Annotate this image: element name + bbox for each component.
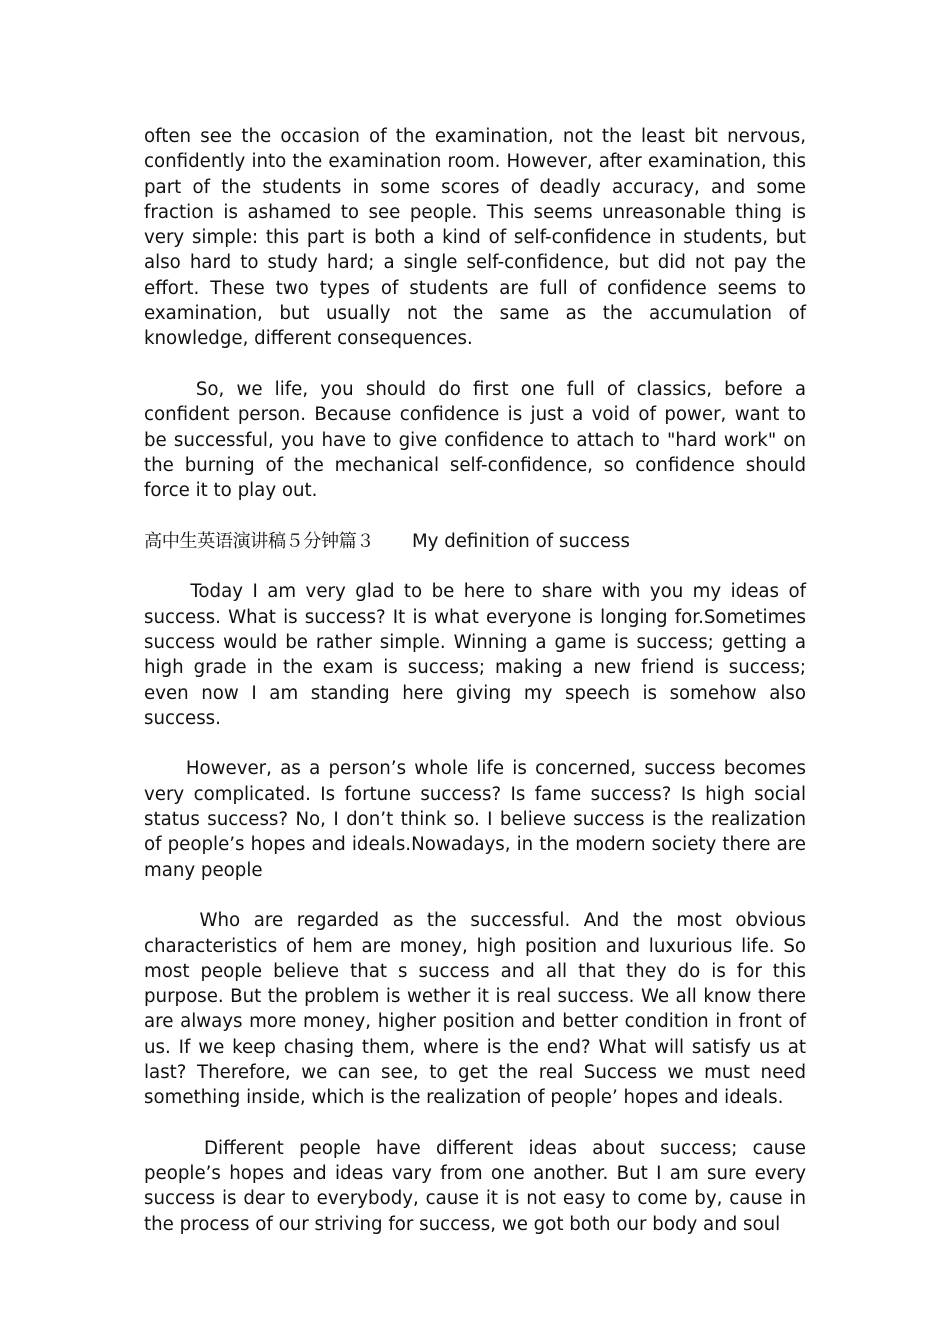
paragraph-today: Today I am very glad to be here to share with you my ideas of success. What is success? It is what everyone is longing for.Sometimes success would be rather simple. Winning a game is success; getting a high grade in the exam is success; making a new friend is success; even now I am standing here giving my speech is somehow also success. (144, 581, 806, 729)
paragraph-different: Different people have different ideas about success; cause people’s hopes and ideas vary from one another. But I am sure every success is dear to everybody, cause it is not easy to come by, cause in the process of our striving for success, we got both our body and soul (144, 1137, 806, 1235)
document-page (144, 124, 806, 1262)
section-heading-en: My definition of success (411, 530, 631, 552)
paragraph-however: However, as a person’s whole life is concerned, success becomes very complicated. Is fortune success? Is fame success? Is high social status success? No, I don’t think so. I believe success is the realization of people’s hopes and ideals.Nowadays, in the modern society there are many people (144, 758, 806, 881)
paragraph-examination: often see the occasion of the examination, not the least bit nervous, confidently into the examination room. However, after examination, this part of the students in some scores of deadly accuracy, and some fraction is ashamed to see people. This seems unreasonable thing is very simple: this part is both a kind of self-confidence in students, but also hard to study hard; a single self-confidence, but did not pay the effort. These two types of students are full of confidence seems to examination, but usually not the same as the accumulation of knowledge, different consequences. (144, 126, 806, 350)
paragraph-who: Who are regarded as the successful. And the most obvious characteristics of hem are money, high position and luxurious life. So most people believe that s success and all that they do is for this purpose. But the problem is wether it is real success. We all know there are always more money, higher position and better condition in front of us. If we keep chasing them, where is the end? What will satisfy us at last? Therefore, we can see, to get the real Success we must need something inside, which is the realization of people’ hopes and ideals. (144, 910, 806, 1109)
paragraph-confidence: So, we life, you should do first one full of classics, before a confident person. Because confidence is just a void of power, want to be successful, you have to give confidence to attach to "hard work" on the burning of the mechanical self-confidence, so confidence should force it to play out. (144, 378, 806, 502)
section-heading (144, 529, 806, 554)
section-heading-cn: 高中生英语演讲稿５分钟篇３ (144, 530, 374, 552)
